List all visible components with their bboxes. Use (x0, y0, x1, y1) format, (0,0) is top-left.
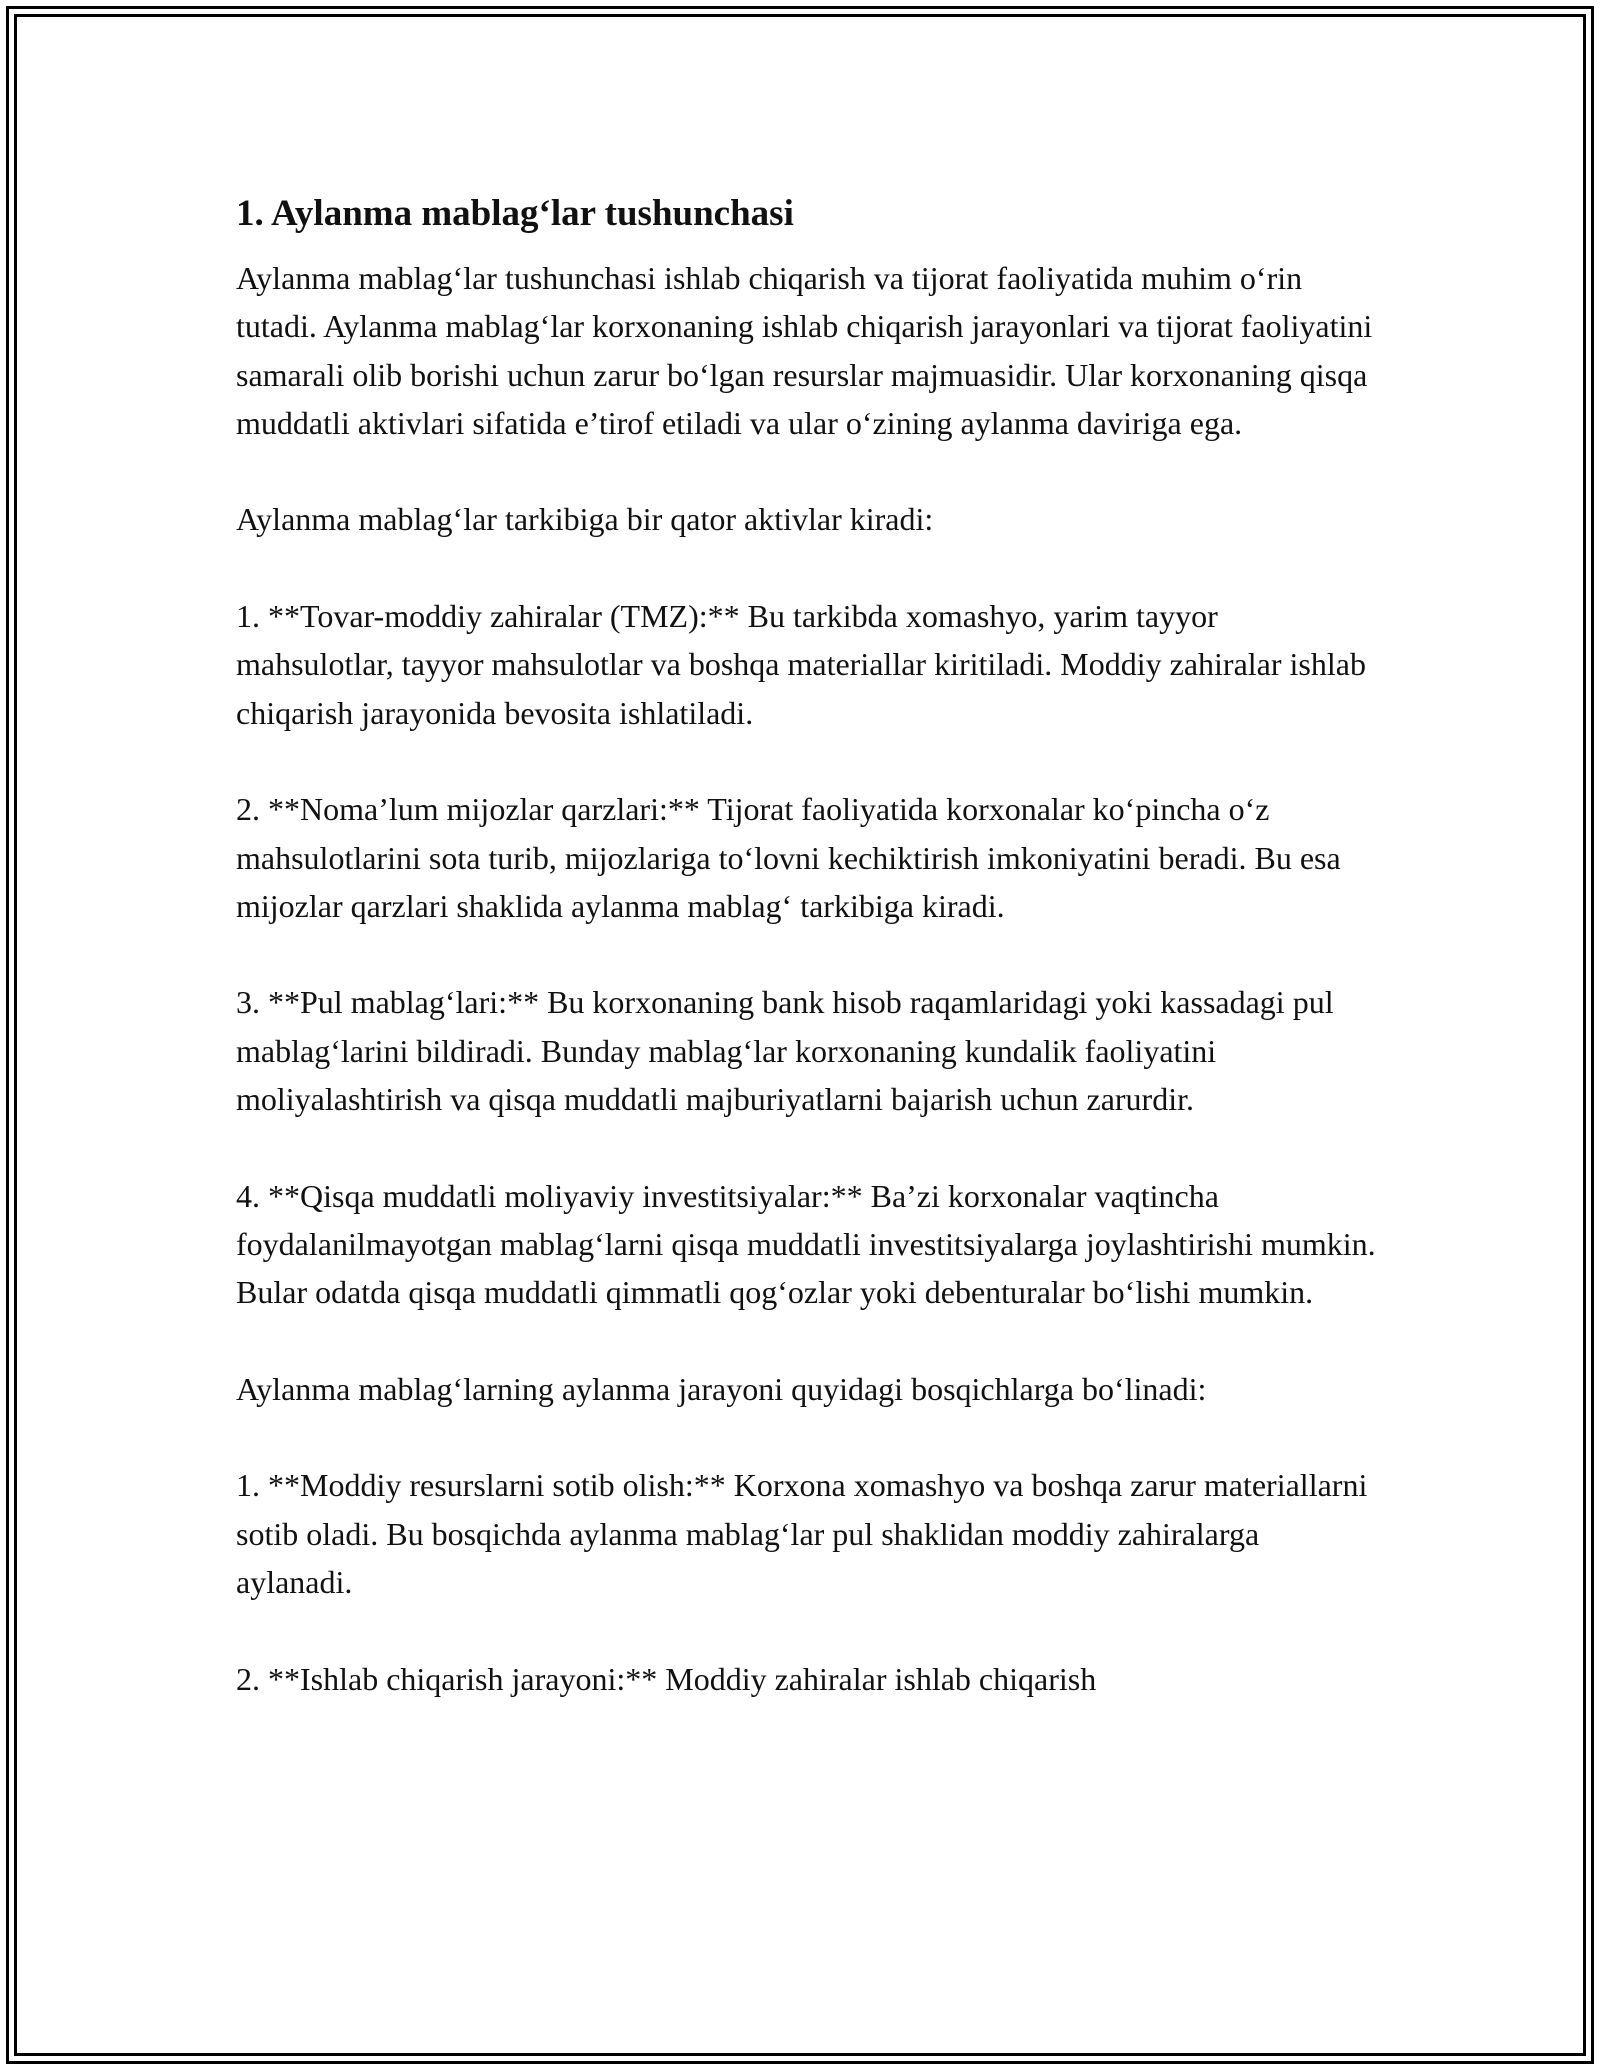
list-item-short-term-investments: 4. **Qisqa muddatli moliyaviy investitsiyalar:** Ba’zi korxonalar vaqtincha foydalanilmayotgan mablag‘larni qisqa muddatli investitsiyalarga joylashtirishi mumkin. Bular odatda qisqa muddatli qimmatli qog‘ozlar yoki debenturalar bo‘lishi mumkin. (236, 1177, 1376, 1311)
document-body (236, 186, 1376, 1703)
section-heading: 1. Aylanma mablag‘lar tushunchasi (236, 193, 794, 234)
list-item-production: 2. **Ishlab chiqarish jarayoni:** Moddiy zahiralar ishlab chiqarish (236, 1660, 1097, 1697)
paragraph-intro: Aylanma mablag‘lar tushunchasi ishlab chiqarish va tijorat faoliyatida muhim o‘rin tutadi. Aylanma mablag‘lar korxonaning ishlab chiqarish jarayonlari va tijorat faoliyatini samarali olib borishi uchun zarur bo‘lgan resurslar majmuasidir. Ular korxonaning qisqa muddatli aktivlari sifatida e’tirof etiladi va ular o‘zining aylanma daviriga ega. (236, 260, 1373, 441)
paragraph-assets-lead: Aylanma mablag‘lar tarkibiga bir qator aktivlar kiradi: (236, 501, 934, 538)
list-item-receivables: 2. **Noma’lum mijozlar qarzlari:** Tijorat faoliyatida korxonalar ko‘pincha o‘z mahsulotlarini sota turib, mijozlariga to‘lovni kechiktirish imkoniyatini beradi. Bu esa mijozlar qarzlari shaklida aylanma mablag‘ tarkibiga kiradi. (236, 791, 1341, 924)
paragraph-cycle-lead: Aylanma mablag‘larning aylanma jarayoni quyidagi bosqichlarga bo‘linadi: (236, 1370, 1207, 1407)
list-item-cash: 3. **Pul mablag‘lari:** Bu korxonaning bank hisob raqamlaridagi yoki kassadagi pul mablag‘larini bildiradi. Bunday mablag‘lar korxonaning kundalik faoliyatini moliyalashtirish va qisqa muddatli majburiyatlarni bajarish uchun zarurdir. (236, 984, 1334, 1118)
list-item-purchasing: 1. **Moddiy resurslarni sotib olish:** Korxona xomashyo va boshqa zarur materiallarni sotib oladi. Bu bosqichda aylanma mablag‘lar pul shaklidan moddiy zahiralarga aylanadi. (236, 1467, 1368, 1601)
list-item-inventories: 1. **Tovar-moddiy zahiralar (TMZ):** Bu tarkibda xomashyo, yarim tayyor mahsulotlar, tayyor mahsulotlar va boshqa materiallar kiritiladi. Moddiy zahiralar ishlab chiqarish jarayonida bevosita ishlatiladi. (236, 598, 1366, 731)
